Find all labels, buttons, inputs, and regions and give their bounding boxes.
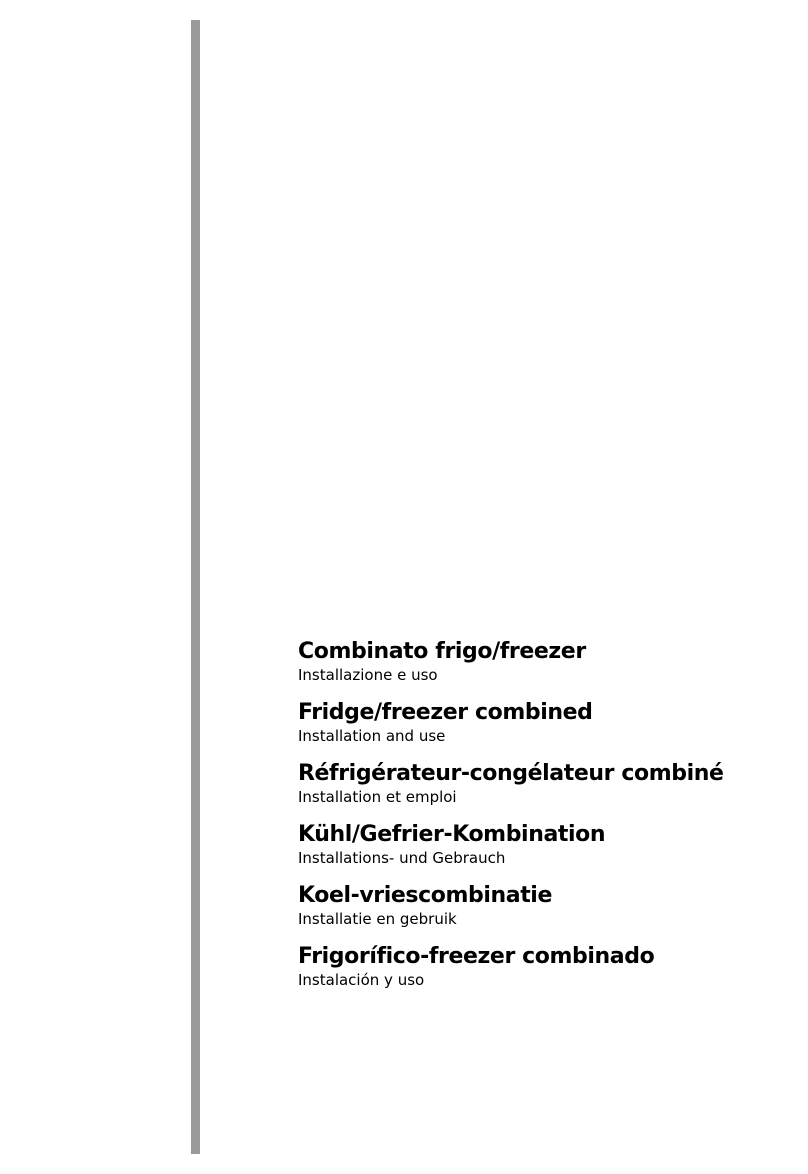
entry-subtitle: Installation et emploi xyxy=(298,788,457,806)
title-entry-french xyxy=(298,760,798,806)
entry-title: Frigorífico-freezer combinado xyxy=(298,944,655,969)
entry-title: Réfrigérateur-congélateur combiné xyxy=(298,761,724,786)
entry-subtitle: Instalación y uso xyxy=(298,971,425,989)
vertical-gray-bar xyxy=(191,20,200,1154)
entry-title: Koel-vriescombinatie xyxy=(298,883,552,908)
title-entry-german xyxy=(298,821,798,867)
title-entry-italian xyxy=(298,638,798,684)
language-titles-list xyxy=(298,638,798,1004)
title-entry-english xyxy=(298,699,798,745)
title-entry-spanish xyxy=(298,943,798,989)
entry-subtitle: Installatie en gebruik xyxy=(298,910,457,928)
entry-subtitle: Installations- und Gebrauch xyxy=(298,849,506,867)
entry-title: Combinato frigo/freezer xyxy=(298,639,586,664)
entry-subtitle: Installazione e uso xyxy=(298,666,438,684)
entry-title: Kühl/Gefrier-Kombination xyxy=(298,822,606,847)
entry-title: Fridge/freezer combined xyxy=(298,700,593,725)
title-entry-dutch xyxy=(298,882,798,928)
entry-subtitle: Installation and use xyxy=(298,727,446,745)
